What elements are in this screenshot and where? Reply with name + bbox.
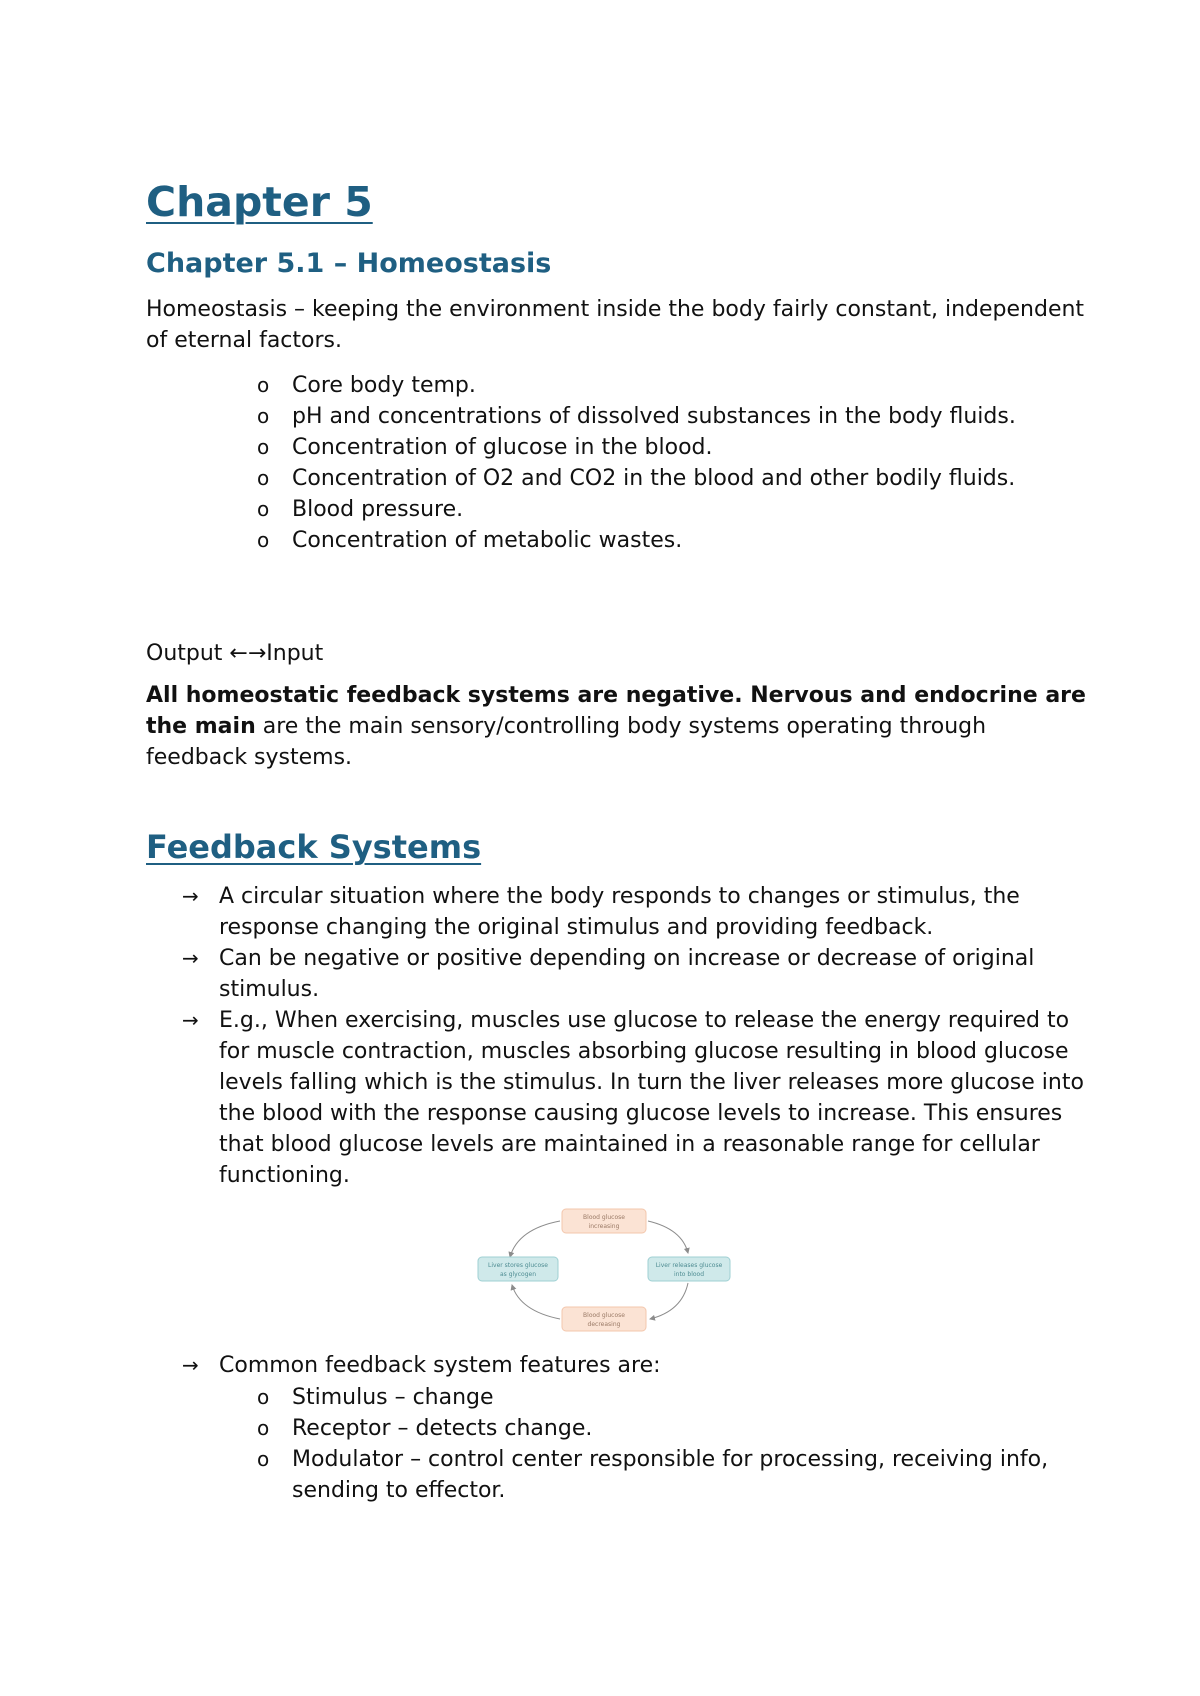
- list-item: o Modulator – control center responsible for processing, receiving info, sending to effector.: [146, 1444, 1086, 1506]
- bullet-marker: o: [257, 497, 270, 521]
- io-line: Output ←→Input: [146, 641, 324, 666]
- arrow-top-right: [648, 1221, 688, 1253]
- node-top-line2: increasing: [588, 1223, 620, 1230]
- bullet-marker: o: [257, 1416, 270, 1440]
- node-bottom-line1: Blood glucose: [583, 1312, 625, 1319]
- bullet-marker: o: [257, 435, 270, 459]
- bullet-marker: o: [257, 1385, 270, 1409]
- list-item: → E.g., When exercising, muscles use glucose to release the energy required to for muscle contraction, muscles absorbing glucose resulting in blood glucose levels falling which is the stimulus. In turn the liver releases more glucose into the blood with the response causing glucose levels to increase. This ensures that blood glucose levels are maintained in a reasonable range for cellular functioning.: [146, 1005, 1086, 1191]
- common-features-intro-list: [146, 1350, 1086, 1381]
- factor-list: [146, 370, 1086, 556]
- list-item: o Concentration of glucose in the blood.: [146, 432, 1086, 463]
- node-bottom-line2: decreasing: [587, 1321, 621, 1328]
- list-item: o Concentration of metabolic wastes.: [146, 525, 1086, 556]
- bullet-marker: o: [257, 466, 270, 490]
- node-right-line1: Liver releases glucose: [655, 1262, 723, 1269]
- arrow-marker: →: [182, 884, 199, 908]
- list-item: → A circular situation where the body responds to changes or stimulus, the response changing the original stimulus and providing feedback.: [146, 881, 1086, 943]
- statement-rest: are the main sensory/controlling body systems operating through feedback systems.: [146, 714, 987, 770]
- list-item: o Blood pressure.: [146, 494, 1086, 525]
- bullet-marker: o: [257, 404, 270, 428]
- arrow-bottom-right: [650, 1283, 688, 1319]
- list-item: → Common feedback system features are:: [146, 1350, 1086, 1381]
- node-top-line1: Blood glucose: [583, 1214, 625, 1221]
- bullet-marker: o: [257, 373, 270, 397]
- feedback-loop-diagram: [476, 1207, 732, 1333]
- node-left-line1: Liver stores glucose: [488, 1262, 548, 1269]
- common-features-list: [146, 1382, 1086, 1506]
- chapter-title: Chapter 5: [146, 178, 373, 226]
- list-item: o Stimulus – change: [146, 1382, 1086, 1413]
- list-item: o Receptor – detects change.: [146, 1413, 1086, 1444]
- list-item: o pH and concentrations of dissolved substances in the body fluids.: [146, 401, 1086, 432]
- feedback-points: [146, 881, 1086, 1191]
- intro-paragraph: Homeostasis – keeping the environment inside the body fairly constant, independent of eternal factors.: [146, 297, 1085, 353]
- feedback-heading: Feedback Systems: [146, 828, 482, 866]
- section-title: Chapter 5.1 – Homeostasis: [146, 248, 552, 279]
- arrow-top-left: [510, 1221, 560, 1257]
- bold-statement: All homeostatic feedback systems are negative. Nervous and endocrine are the main: [146, 683, 1086, 739]
- node-right-line2: into blood: [673, 1271, 705, 1278]
- arrow-marker: →: [182, 1008, 199, 1032]
- list-item: o Concentration of O2 and CO2 in the blood and other bodily fluids.: [146, 463, 1086, 494]
- arrow-marker: →: [182, 1353, 199, 1377]
- node-left-line2: as glycogen: [499, 1271, 537, 1278]
- arrow-bottom-left: [512, 1285, 560, 1319]
- bullet-marker: o: [257, 1447, 270, 1471]
- list-item: o Core body temp.: [146, 370, 1086, 401]
- bullet-marker: o: [257, 528, 270, 552]
- negative-feedback-paragraph: [146, 680, 1086, 773]
- list-item: → Can be negative or positive depending on increase or decrease of original stimulus.: [146, 943, 1086, 1005]
- arrow-marker: →: [182, 946, 199, 970]
